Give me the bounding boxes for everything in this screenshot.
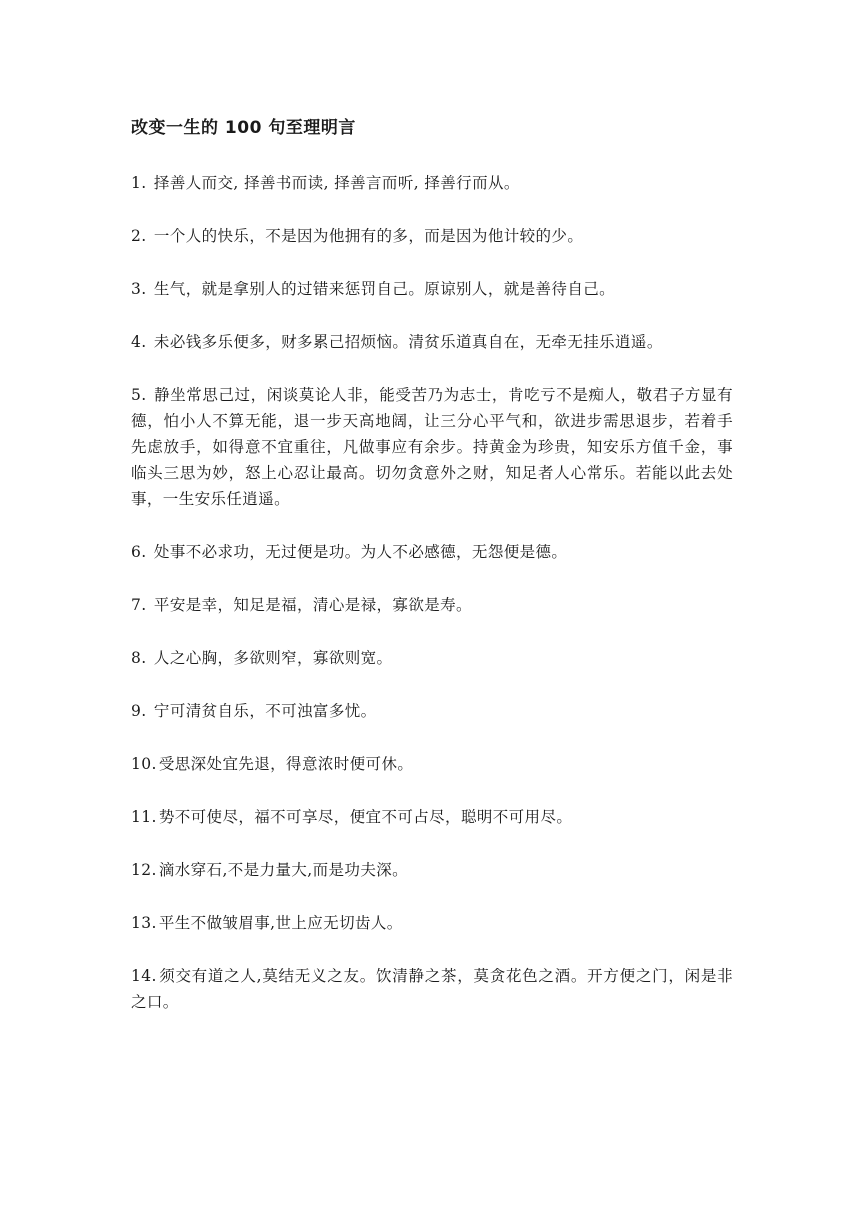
quote-item-14 bbox=[131, 963, 733, 1015]
quote-text: 择善人而交, 择善书而读, 择善言而听, 择善行而从。 bbox=[153, 174, 520, 192]
quote-item-13 bbox=[131, 910, 733, 936]
quote-text: 未必钱多乐便多，财多累己招烦恼。清贫乐道真自在，无牵无挂乐逍遥。 bbox=[153, 333, 663, 351]
quote-number: 11. bbox=[131, 808, 157, 826]
quote-item-6 bbox=[131, 539, 733, 565]
quote-text: 平安是幸，知足是福，清心是禄，寡欲是寿。 bbox=[153, 596, 472, 614]
quote-text: 处事不必求功，无过便是功。为人不必感德，无怨便是德。 bbox=[153, 543, 568, 561]
quote-text: 静坐常思己过，闲谈莫论人非，能受苦乃为志士，肯吃亏不是痴人，敬君子方显有德，怕小人不算无能，退一步天高地阔，让三分心平气和，欲进步需思退步，若着手先虑放手，如得意不宜重往，凡做事应有余步。持黄金为珍贵，知安乐方值千金，事临头三思为妙，怒上心忍让最高。切勿贪意外之财，知足者人心常乐。若能以此去处事，一生安乐任逍遥。 bbox=[131, 386, 733, 508]
quote-item-10 bbox=[131, 751, 733, 777]
document-page bbox=[131, 116, 733, 1042]
quote-number: 10. bbox=[131, 755, 157, 773]
quote-text: 受思深处宜先退，得意浓时便可休。 bbox=[158, 755, 414, 773]
quote-item-11 bbox=[131, 804, 733, 830]
quote-number: 12. bbox=[131, 861, 157, 879]
quote-number: 6. bbox=[131, 543, 152, 561]
quote-number: 5. bbox=[131, 386, 153, 404]
quote-item-5 bbox=[131, 382, 733, 512]
quote-text: 生气，就是拿别人的过错来惩罚自己。原谅别人，就是善待自己。 bbox=[153, 280, 616, 298]
quote-item-1 bbox=[131, 170, 733, 196]
quote-number: 4. bbox=[131, 333, 152, 351]
quote-item-8 bbox=[131, 645, 733, 671]
quote-number: 1. bbox=[131, 174, 152, 192]
quote-text: 宁可清贫自乐，不可浊富多忧。 bbox=[153, 702, 377, 720]
quote-number: 13. bbox=[131, 914, 157, 932]
quote-text: 须交有道之人,莫结无义之友。饮清静之茶，莫贪花色之酒。开方便之门，闲是非之口。 bbox=[131, 967, 733, 1011]
quote-text: 平生不做皱眉事,世上应无切齿人。 bbox=[158, 914, 403, 932]
quote-number: 7. bbox=[131, 596, 152, 614]
quote-number: 9. bbox=[131, 702, 152, 720]
quote-number: 8. bbox=[131, 649, 152, 667]
quote-item-12 bbox=[131, 857, 733, 883]
quote-text: 人之心胸，多欲则窄，寡欲则宽。 bbox=[153, 649, 393, 667]
quote-text: 势不可使尽，福不可享尽，便宜不可占尽，聪明不可用尽。 bbox=[158, 808, 573, 826]
quote-item-4 bbox=[131, 329, 733, 355]
document-title: 改变一生的 100 句至理明言 bbox=[131, 118, 356, 138]
quote-number: 2. bbox=[131, 227, 152, 245]
quote-text: 滴水穿石,不是力量大,而是功夫深。 bbox=[158, 861, 409, 879]
quote-number: 3. bbox=[131, 280, 152, 298]
quote-text: 一个人的快乐，不是因为他拥有的多，而是因为他计较的少。 bbox=[153, 227, 584, 245]
quote-item-3 bbox=[131, 276, 733, 302]
quote-number: 14. bbox=[131, 967, 157, 985]
quote-item-9 bbox=[131, 698, 733, 724]
quote-item-7 bbox=[131, 592, 733, 618]
quote-item-2 bbox=[131, 223, 733, 249]
